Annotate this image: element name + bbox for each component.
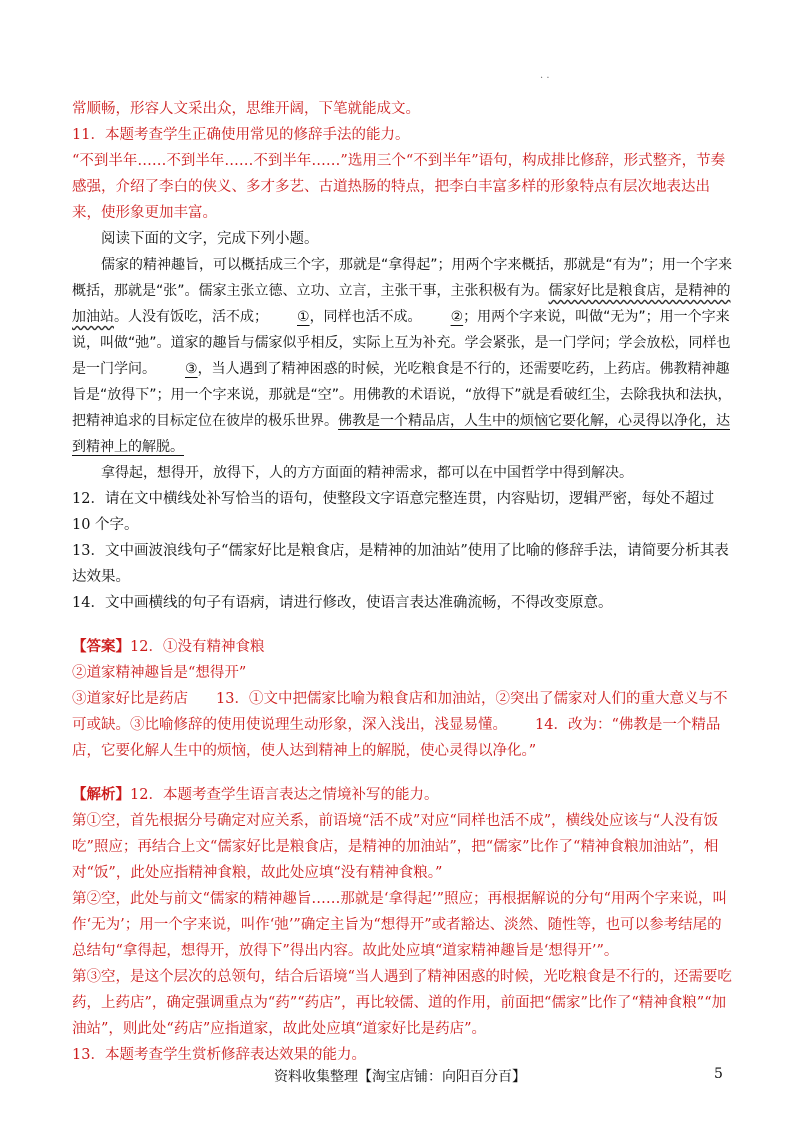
answer-line-3 — [72, 686, 732, 764]
analysis-13-heading: 13．本题考查学生赏析修辞表达效果的能力。 — [72, 1047, 366, 1063]
analysis-11-heading: 11．本题考查学生正确使用常见的修辞手法的能力。 — [72, 127, 410, 143]
blank-1: ① — [297, 309, 310, 325]
question-12: 12．请在文中横线处补写恰当的语句，使整段文字语意完整连贯，内容贴切，逻辑严密，每处不超过 10 个字。 — [72, 491, 714, 533]
blank-2: ② — [450, 309, 464, 325]
analysis-blank-2: 第②空，此处与前文“儒家的精神趣旨……那就是‘拿得起’”照应；再根据解说的分句“用两个字来说，叫作‘无为’；用一个字来说，叫作‘弛’”确定主旨为“想得开”或者豁达、淡然、随性等，也可以参考结尾的总结句“拿得起，想得开，放得下”得出内容。故此处应填“道家精神趣旨是‘想得开’”。 — [72, 891, 727, 959]
wavy-sentence: 儒家好比是粮食店，是精神的加油站 — [72, 283, 731, 325]
blank-3: ③ — [185, 361, 198, 377]
passage-part-b: 。人没有饭吃，活不成； — [114, 309, 268, 325]
question-13: 13．文中画波浪线句子“儒家好比是粮食店，是精神的加油站”使用了比喻的修辞手法，请简要分析其表达效果。 — [72, 543, 729, 585]
page-number: 5 — [714, 1066, 723, 1082]
answer-tag: 【答案】 — [72, 638, 130, 655]
analysis-11-body: “不到半年……不到半年……不到半年……”选用三个“不到半年”语句，构成排比修辞，形式整齐，节奏感强，介绍了李白的侠义、多才多艺、古道热肠的特点，把李白丰富多样的形象特点有层次地表达出来，使形象更加丰富。 — [72, 153, 726, 221]
analysis-blank-3: 第③空，是这个层次的总领句，结合后语境“当人遇到了精神困惑的时候，光吃粮食是不行的，还需要吃药，上药店”，确定强调重点为“药”“药店”，再比较儒、道的作用，前面把“儒家”比作了“精神食粮”“加油站”，则此处“药店”应指道家，故此处应填“道家好比是药店”。 — [72, 969, 732, 1037]
passage-part-a: 儒家的精神趣旨，可以概括成三个字，那就是“拿得起”；用两个字来概括，那就是“有为”；用一个字来概括，那就是“张”。儒家主张立德、立功、立言，主张干事，主张积极有为。 — [72, 257, 733, 299]
question-14: 14．文中画横线的句子有语病，请进行修改，使语言表达准确流畅，不得改变原意。 — [72, 595, 613, 611]
passage-part-c: ，同样也活不成。 — [309, 309, 422, 325]
answer-line-1 — [72, 634, 732, 660]
answer-12-3: ③道家好比是药店 — [72, 691, 188, 707]
reading-instruction: 阅读下面的文字，完成下列小题。 — [101, 231, 319, 247]
passage-part-e: ，当人遇到了精神困惑的时候，光吃粮食是不行的，还需要吃药，上药店。佛教精神趣旨是“放得下”；用一个字来说，那就是“空”。用佛教的术语说，“放得下”就是看破红尘，去除我执和法执，把精神追求的目标定位在彼岸的极乐世界。 — [72, 361, 732, 429]
answer-13: 13．①文中把儒家比喻为粮食店和加油站，②突出了儒家对人们的重大意义与不可或缺。③比喻修辞的使用使说理生动形象，深入浅出，浅显易懂。 — [72, 691, 728, 733]
analysis-12-heading: 12．本题考查学生语言表达之情境补写的能力。 — [130, 787, 439, 803]
answer-12-2: ②道家精神趣旨是“想得开” — [72, 665, 247, 681]
page-content — [72, 96, 732, 1068]
footer-text: 资料收集整理【淘宝店铺：向阳百分百】 — [274, 1069, 526, 1085]
answer-12-1: 12．①没有精神食粮 — [130, 639, 265, 655]
reading-passage — [72, 252, 732, 460]
answer-14: 14．改为：“佛教是一个精品店，它要化解人生中的烦恼，使人达到精神上的解脱，使心灵得以净化。” — [72, 717, 721, 759]
analysis-line-0 — [72, 782, 732, 808]
analysis-blank-1: 第①空，首先根据分号确定对应关系，前语境“活不成”对应“同样也活不成”，横线处应该与“人没有饭吃”照应；再结合上文“儒家好比是粮食店，是精神的加油站”，把“儒家”比作了“精神食粮加油站”，相对“饭”，此处应指精神食粮，故此处应填“没有精神食粮。” — [72, 813, 719, 881]
passage-closing: 拿得起，想得开，放得下，人的方方面面的精神需求，都可以在中国哲学中得到解决。 — [101, 465, 633, 481]
prev-answer-tail: 常顺畅，形容人文采出众，思维开阔，下笔就能成文。 — [72, 101, 420, 117]
passage-part-d: ；用两个字来说，叫做“无为”；用一个字来说，叫做“弛”。道家的趣旨与儒家似乎相反，实际上互为补充。学会紧张，是一门学问；学会放松，同样也是一门学问。 — [72, 309, 731, 377]
header-dots: · · — [540, 73, 550, 84]
analysis-tag: 【解析】 — [72, 786, 130, 803]
underlined-sentence: 佛教是一个精品店，人生中的烦恼它要化解，心灵得以净化，达到精神上的解脱。 — [72, 413, 730, 455]
